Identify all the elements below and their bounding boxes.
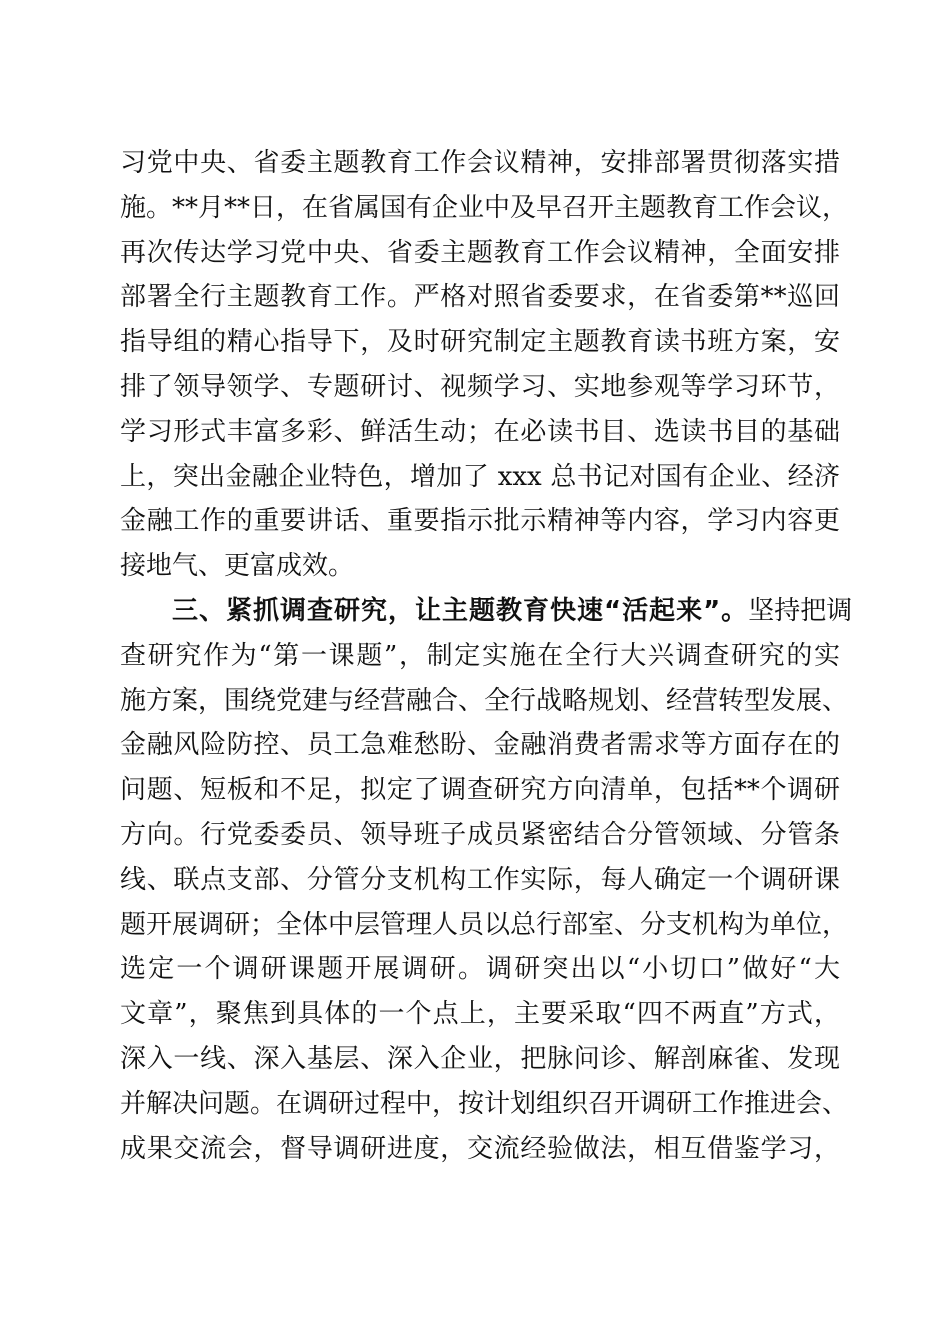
paragraph-2-line-2: 查研究作为“第一课题”，制定实施在全行大兴调查研究的实 (120, 640, 840, 671)
paragraph-2-line-4: 金融风险防控、员工急难愁盼、金融消费者需求等方面存在的 (120, 730, 840, 761)
document-body (120, 141, 853, 1171)
paragraph-1-line-7: 学习形式丰富多彩、鲜活生动；在必读书目、选读书目的基础 (120, 416, 840, 447)
paragraph-2-line-11: 深入一线、深入基层、深入企业，把脉问诊、解剖麻雀、发现 (120, 1043, 840, 1074)
paragraph-1 (120, 141, 849, 589)
paragraph-2-line-10: 文章”，聚焦到具体的一个点上，主要采取“四不两直”方式， (120, 999, 840, 1030)
paragraph-1-line-9: 金融工作的重要讲话、重要指示批示精神等内容，学习内容更 (120, 506, 840, 537)
paragraph-1-line-4: 部署全行主题教育工作。严格对照省委要求，在省委第**巡回 (120, 282, 840, 313)
paragraph-2-line-1-rest: 坚持把调 (748, 595, 853, 626)
paragraph-1-line-1: 习党中央、省委主题教育工作会议精神，安排部署贯彻落实措 (120, 148, 840, 178)
paragraph-1-line-5: 指导组的精心指导下，及时研究制定主题教育读书班方案，安 (120, 327, 840, 358)
paragraph-1-line-6: 排了领导领学、专题研讨、视频学习、实地参观等学习环节， (120, 371, 840, 402)
paragraph-1-line-3: 再次传达学习党中央、省委主题教育工作会议精神，全面安排 (120, 237, 840, 268)
paragraph-2-line-7: 线、联点支部、分管分支机构工作实际，每人确定一个调研课 (120, 864, 840, 895)
paragraph-2-line-5: 问题、短板和不足，拟定了调查研究方向清单，包括**个调研 (120, 775, 840, 806)
paragraph-2-line-6: 方向。行党委委员、领导班子成员紧密结合分管领域、分管条 (120, 819, 840, 850)
paragraph-1-line-2: 施。**月**日，在省属国有企业中及早召开主题教育工作会议， (120, 192, 849, 223)
paragraph-1-line-10: 接地气、更富成效。 (120, 551, 355, 582)
paragraph-2-line-9: 选定一个调研课题开展调研。调研突出以“小切口”做好“大 (120, 954, 840, 985)
paragraph-2-line-3: 施方案，围绕党建与经营融合、全行战略规划、经营转型发展、 (120, 685, 849, 716)
paragraph-2 (120, 589, 853, 1171)
paragraph-2-line-8: 题开展调研；全体中层管理人员以总行部室、分支机构为单位， (120, 909, 849, 940)
paragraph-1-line-8: 上，突出金融企业特色，增加了 xxx 总书记对国有企业、经济 (120, 461, 840, 492)
paragraph-2-line-13: 成果交流会，督导调研进度，交流经验做法，相互借鉴学习， (120, 1133, 840, 1164)
paragraph-2-line-1 (120, 589, 853, 634)
section-heading: 三、紧抓调查研究，让主题教育快速“活起来”。 (172, 595, 749, 626)
paragraph-2-line-12: 并解决问题。在调研过程中，按计划组织召开调研工作推进会、 (120, 1088, 849, 1119)
